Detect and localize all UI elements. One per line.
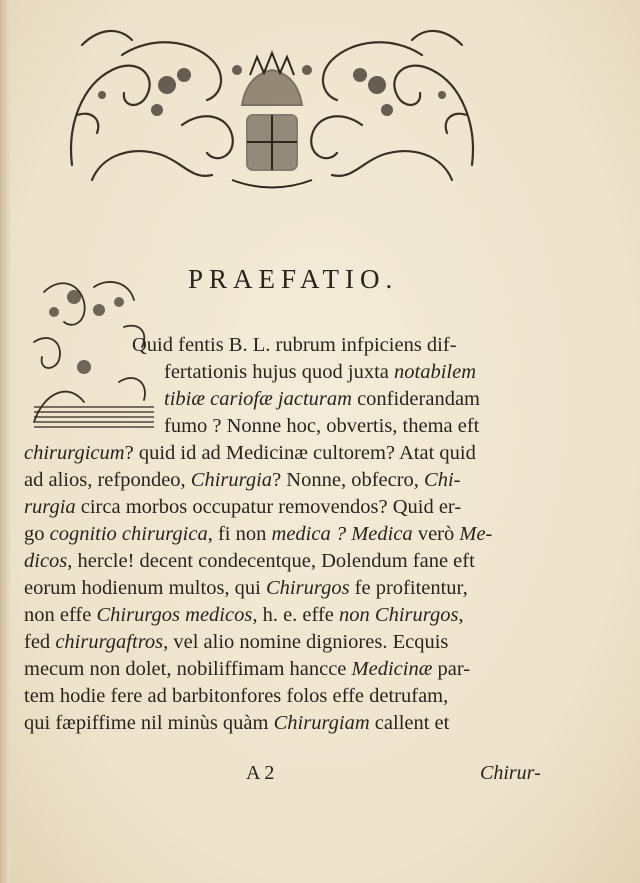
text-line [24, 683, 448, 710]
text-run: , vel alio nomine digniores. Ecquis [163, 631, 449, 653]
text-run: mecum non dolet, nobiliffimam hancce [24, 658, 352, 680]
text-line [164, 386, 480, 413]
page-title: PRAEFATIO. [188, 264, 399, 294]
text-run: , [458, 604, 464, 626]
italic-text: chirurgicum [24, 442, 125, 464]
text-run: confiderandam [351, 388, 481, 410]
italic-text: Chirurgos medicos [96, 604, 253, 626]
text-run: fed [24, 631, 56, 653]
page-gutter [0, 0, 10, 883]
ornamental-headpiece-icon [62, 15, 482, 195]
italic-text: Chirurgia [190, 469, 273, 491]
italic-text: Me- [459, 523, 493, 545]
italic-text: Chirurgos [266, 577, 350, 599]
text-line [24, 629, 448, 656]
text-run: fertationis hujus quod juxta [164, 361, 395, 383]
text-run: ? Nonne, obfecro, [272, 469, 425, 491]
text-run: par- [432, 658, 471, 680]
italic-text: tibiæ cariofæ jacturam [164, 388, 352, 410]
text-run: tem hodie fere ad barbitonfores folos effe detrufam, [24, 685, 449, 707]
text-line [24, 575, 468, 602]
text-run: verò [412, 523, 460, 545]
text-run: circa morbos occupatur removendos? Quid er- [75, 496, 462, 518]
text-line [24, 602, 464, 629]
italic-text: Chi- [424, 469, 461, 491]
text-line [164, 359, 476, 386]
italic-text: Chirurgiam [273, 712, 370, 734]
italic-text: cognitio chirurgica [49, 523, 208, 545]
italic-text: chirurgaftros [55, 631, 164, 653]
text-line [24, 656, 470, 683]
text-run: qui fæpiffime nil minùs quàm [24, 712, 274, 734]
italic-text: notabilem [394, 361, 477, 383]
text-run: , hercle! decent condecentque, Dolendum fane eft [67, 550, 475, 572]
text-run: eorum hodienum multos, qui [24, 577, 266, 599]
italic-text: Medicinæ [351, 658, 433, 680]
catchword: Chirur- [480, 762, 541, 784]
text-run: non effe [24, 604, 97, 626]
text-run: go [24, 523, 50, 545]
text-run: fumo ? Nonne hoc, obvertis, thema eft [164, 415, 480, 437]
text-run: , fi non [207, 523, 272, 545]
text-run: Quid fentis B. L. rubrum infpiciens dif- [132, 334, 457, 356]
text-line [24, 440, 476, 467]
italic-text: dicos [24, 550, 68, 572]
signature-mark: A 2 [246, 762, 275, 784]
text-line [24, 710, 449, 737]
text-run: fe profitentur, [349, 577, 468, 599]
text-line [24, 494, 461, 521]
text-run: callent et [369, 712, 450, 734]
italic-text: non Chirurgos [339, 604, 459, 626]
text-line [164, 413, 479, 440]
text-run: , h. e. effe [252, 604, 340, 626]
text-run: ? quid id ad Medicinæ cultorem? Atat quid [124, 442, 476, 464]
italic-text: medica ? Medica [271, 523, 413, 545]
text-line [24, 521, 492, 548]
text-line [24, 548, 475, 575]
text-line [132, 332, 457, 359]
text-run: ad alios, refpondeo, [24, 469, 191, 491]
text-line [24, 467, 461, 494]
italic-text: rurgia [24, 496, 76, 518]
